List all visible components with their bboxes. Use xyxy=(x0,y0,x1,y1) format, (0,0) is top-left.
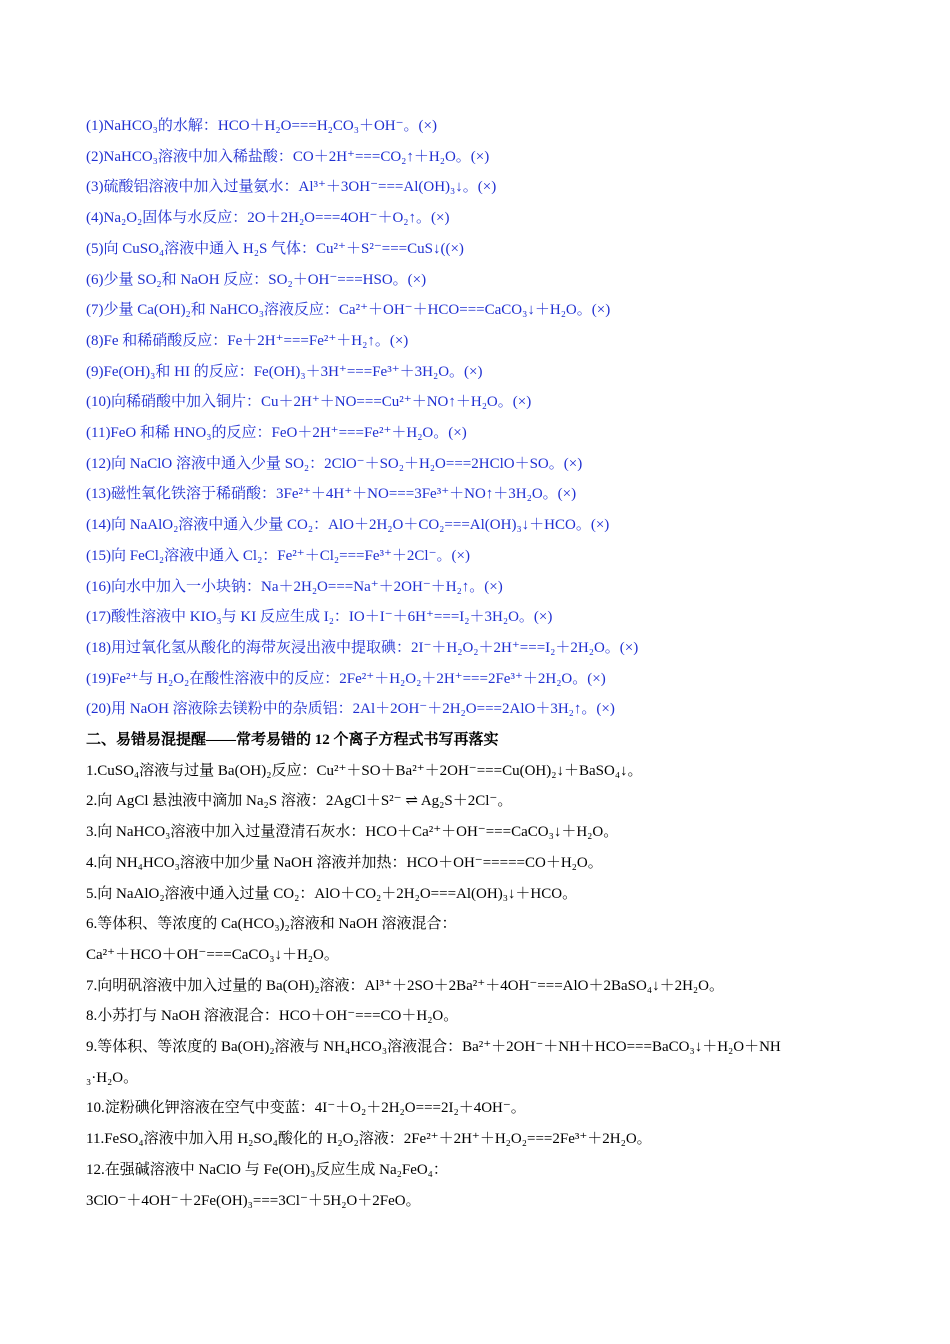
equation-line-9-cont: ₃·H₂O。 xyxy=(86,1069,139,1086)
item-14: (14)向 NaAlO₂溶液中通入少量 CO₂：AlO＋2H₂O＋CO₂===Al(OH)₃↓＋HCO。(×) xyxy=(86,517,610,534)
item-18: (18)用过氧化氢从酸化的海带灰浸出液中提取碘：2I⁻＋H₂O₂＋2H⁺===I₂＋2H₂O。(×) xyxy=(86,639,639,656)
equation-line-2: 2.向 AgCl 悬浊液中滴加 Na₂S 溶液：2AgCl＋S²⁻ ⇌ Ag₂S＋2Cl⁻。 xyxy=(86,793,513,810)
item-13: (13)磁性氧化铁溶于稀硝酸：3Fe²⁺＋4H⁺＋NO===3Fe³⁺＋NO↑＋3H₂O。(×) xyxy=(86,486,577,503)
section-heading: 二、易错易混提醒——常考易错的 12 个离子方程式书写再落实 xyxy=(86,732,499,748)
equation-line-9: 9.等体积、等浓度的 Ba(OH)₂溶液与 NH₄HCO₃溶液混合：Ba²⁺＋2OH⁻＋NH＋HCO===BaCO₃↓＋H₂O＋NH xyxy=(86,1039,781,1055)
item-1: (1)NaHCO₃的水解：HCO＋H₂O===H₂CO₃＋OH⁻。(×) xyxy=(86,118,437,134)
equation-line-11: 11.FeSO₄溶液中加入用 H₂SO₄酸化的 H₂O₂溶液：2Fe²⁺＋2H⁺＋H₂O₂===2Fe³⁺＋2H₂O。 xyxy=(86,1131,652,1148)
item-5: (5)向 CuSO₄溶液中通入 H₂S 气体：Cu²⁺＋S²⁻===CuS↓((×) xyxy=(86,240,464,257)
item-9: (9)Fe(OH)₃和 HI 的反应：Fe(OH)₃＋3H⁺===Fe³⁺＋3H₂O。(×) xyxy=(86,363,483,380)
item-6: (6)少量 SO₂和 NaOH 反应：SO₂＋OH⁻===HSO。(×) xyxy=(86,271,427,288)
equation-line-1: 1.CuSO₄溶液与过量 Ba(OH)₂反应：Cu²⁺＋SO＋Ba²⁺＋2OH⁻===Cu(OH)₂↓＋BaSO₄↓。 xyxy=(86,762,643,779)
item-11: (11)FeO 和稀 HNO₃的反应：FeO＋2H⁺===Fe²⁺＋H₂O。(×) xyxy=(86,425,467,441)
equation-line-8: 8.小苏打与 NaOH 溶液混合：HCO＋OH⁻===CO＋H₂O。 xyxy=(86,1008,459,1025)
item-8: (8)Fe 和稀硝酸反应：Fe＋2H⁺===Fe²⁺＋H₂↑。(×) xyxy=(86,332,409,349)
item-15: (15)向 FeCl₂溶液中通入 Cl₂：Fe²⁺＋Cl₂===Fe³⁺＋2Cl⁻。(×) xyxy=(86,547,470,564)
equation-line-3: 3.向 NaHCO₃溶液中加入过量澄清石灰水：HCO＋Ca²⁺＋OH⁻===CaCO₃↓＋H₂O。 xyxy=(86,824,619,841)
item-7: (7)少量 Ca(OH)₂和 NaHCO₃溶液反应：Ca²⁺＋OH⁻＋HCO===CaCO₃↓＋H₂O。(×) xyxy=(86,302,611,319)
item-4: (4)Na₂O₂固体与水反应：2O＋2H₂O===4OH⁻＋O₂↑。(×) xyxy=(86,210,450,227)
item-16: (16)向水中加入一小块钠：Na＋2H₂O===Na⁺＋2OH⁻＋H₂↑。(×) xyxy=(86,578,503,595)
equation-line-6: 6.等体积、等浓度的 Ca(HCO₃)₂溶液和 NaOH 溶液混合： xyxy=(86,916,457,933)
item-10: (10)向稀硝酸中加入铜片：Cu＋2H⁺＋NO===Cu²⁺＋NO↑＋H₂O。(×) xyxy=(86,394,532,411)
equation-line-12: 12.在强碱溶液中 NaClO 与 Fe(OH)₃反应生成 Na₂FeO₄： xyxy=(86,1161,448,1178)
equation-line-4: 4.向 NH₄HCO₃溶液中加少量 NaOH 溶液并加热：HCO＋OH⁻=====CO＋H₂O。 xyxy=(86,854,603,871)
item-12: (12)向 NaClO 溶液中通入少量 SO₂：2ClO⁻＋SO₂＋H₂O===2HClO＋SO。(×) xyxy=(86,455,583,472)
item-17: (17)酸性溶液中 KIO₃与 KI 反应生成 I₂：IO＋I⁻＋6H⁺===I₂＋3H₂O。(×) xyxy=(86,609,553,626)
item-19: (19)Fe²⁺与 H₂O₂在酸性溶液中的反应：2Fe²⁺＋H₂O₂＋2H⁺===2Fe³⁺＋2H₂O。(×) xyxy=(86,670,606,687)
equation-line-5: 5.向 NaAlO₂溶液中通入过量 CO₂：AlO＋CO₂＋2H₂O===Al(OH)₃↓＋HCO。 xyxy=(86,885,578,902)
equation-line-6-cont: Ca²⁺＋HCO＋OH⁻===CaCO₃↓＋H₂O。 xyxy=(86,946,339,963)
item-20: (20)用 NaOH 溶液除去镁粉中的杂质铝：2Al＋2OH⁻＋2H₂O===2AlO＋3H₂↑。(×) xyxy=(86,701,615,718)
item-3: (3)硫酸铝溶液中加入过量氨水：Al³⁺＋3OH⁻===Al(OH)₃↓。(×) xyxy=(86,179,497,196)
item-2: (2)NaHCO₃溶液中加入稀盐酸：CO＋2H⁺===CO₂↑＋H₂O。(×) xyxy=(86,148,490,165)
equation-line-12-cont: 3ClO⁻＋4OH⁻＋2Fe(OH)₃===3Cl⁻＋5H₂O＋2FeO。 xyxy=(86,1192,421,1209)
equation-line-10: 10.淀粉碘化钾溶液在空气中变蓝：4I⁻＋O₂＋2H₂O===2I₂＋4OH⁻。 xyxy=(86,1100,526,1117)
equation-line-7: 7.向明矾溶液中加入过量的 Ba(OH)₂溶液：Al³⁺＋2SO＋2Ba²⁺＋4OH⁻===AlO＋2BaSO₄↓＋2H₂O。 xyxy=(86,977,724,994)
